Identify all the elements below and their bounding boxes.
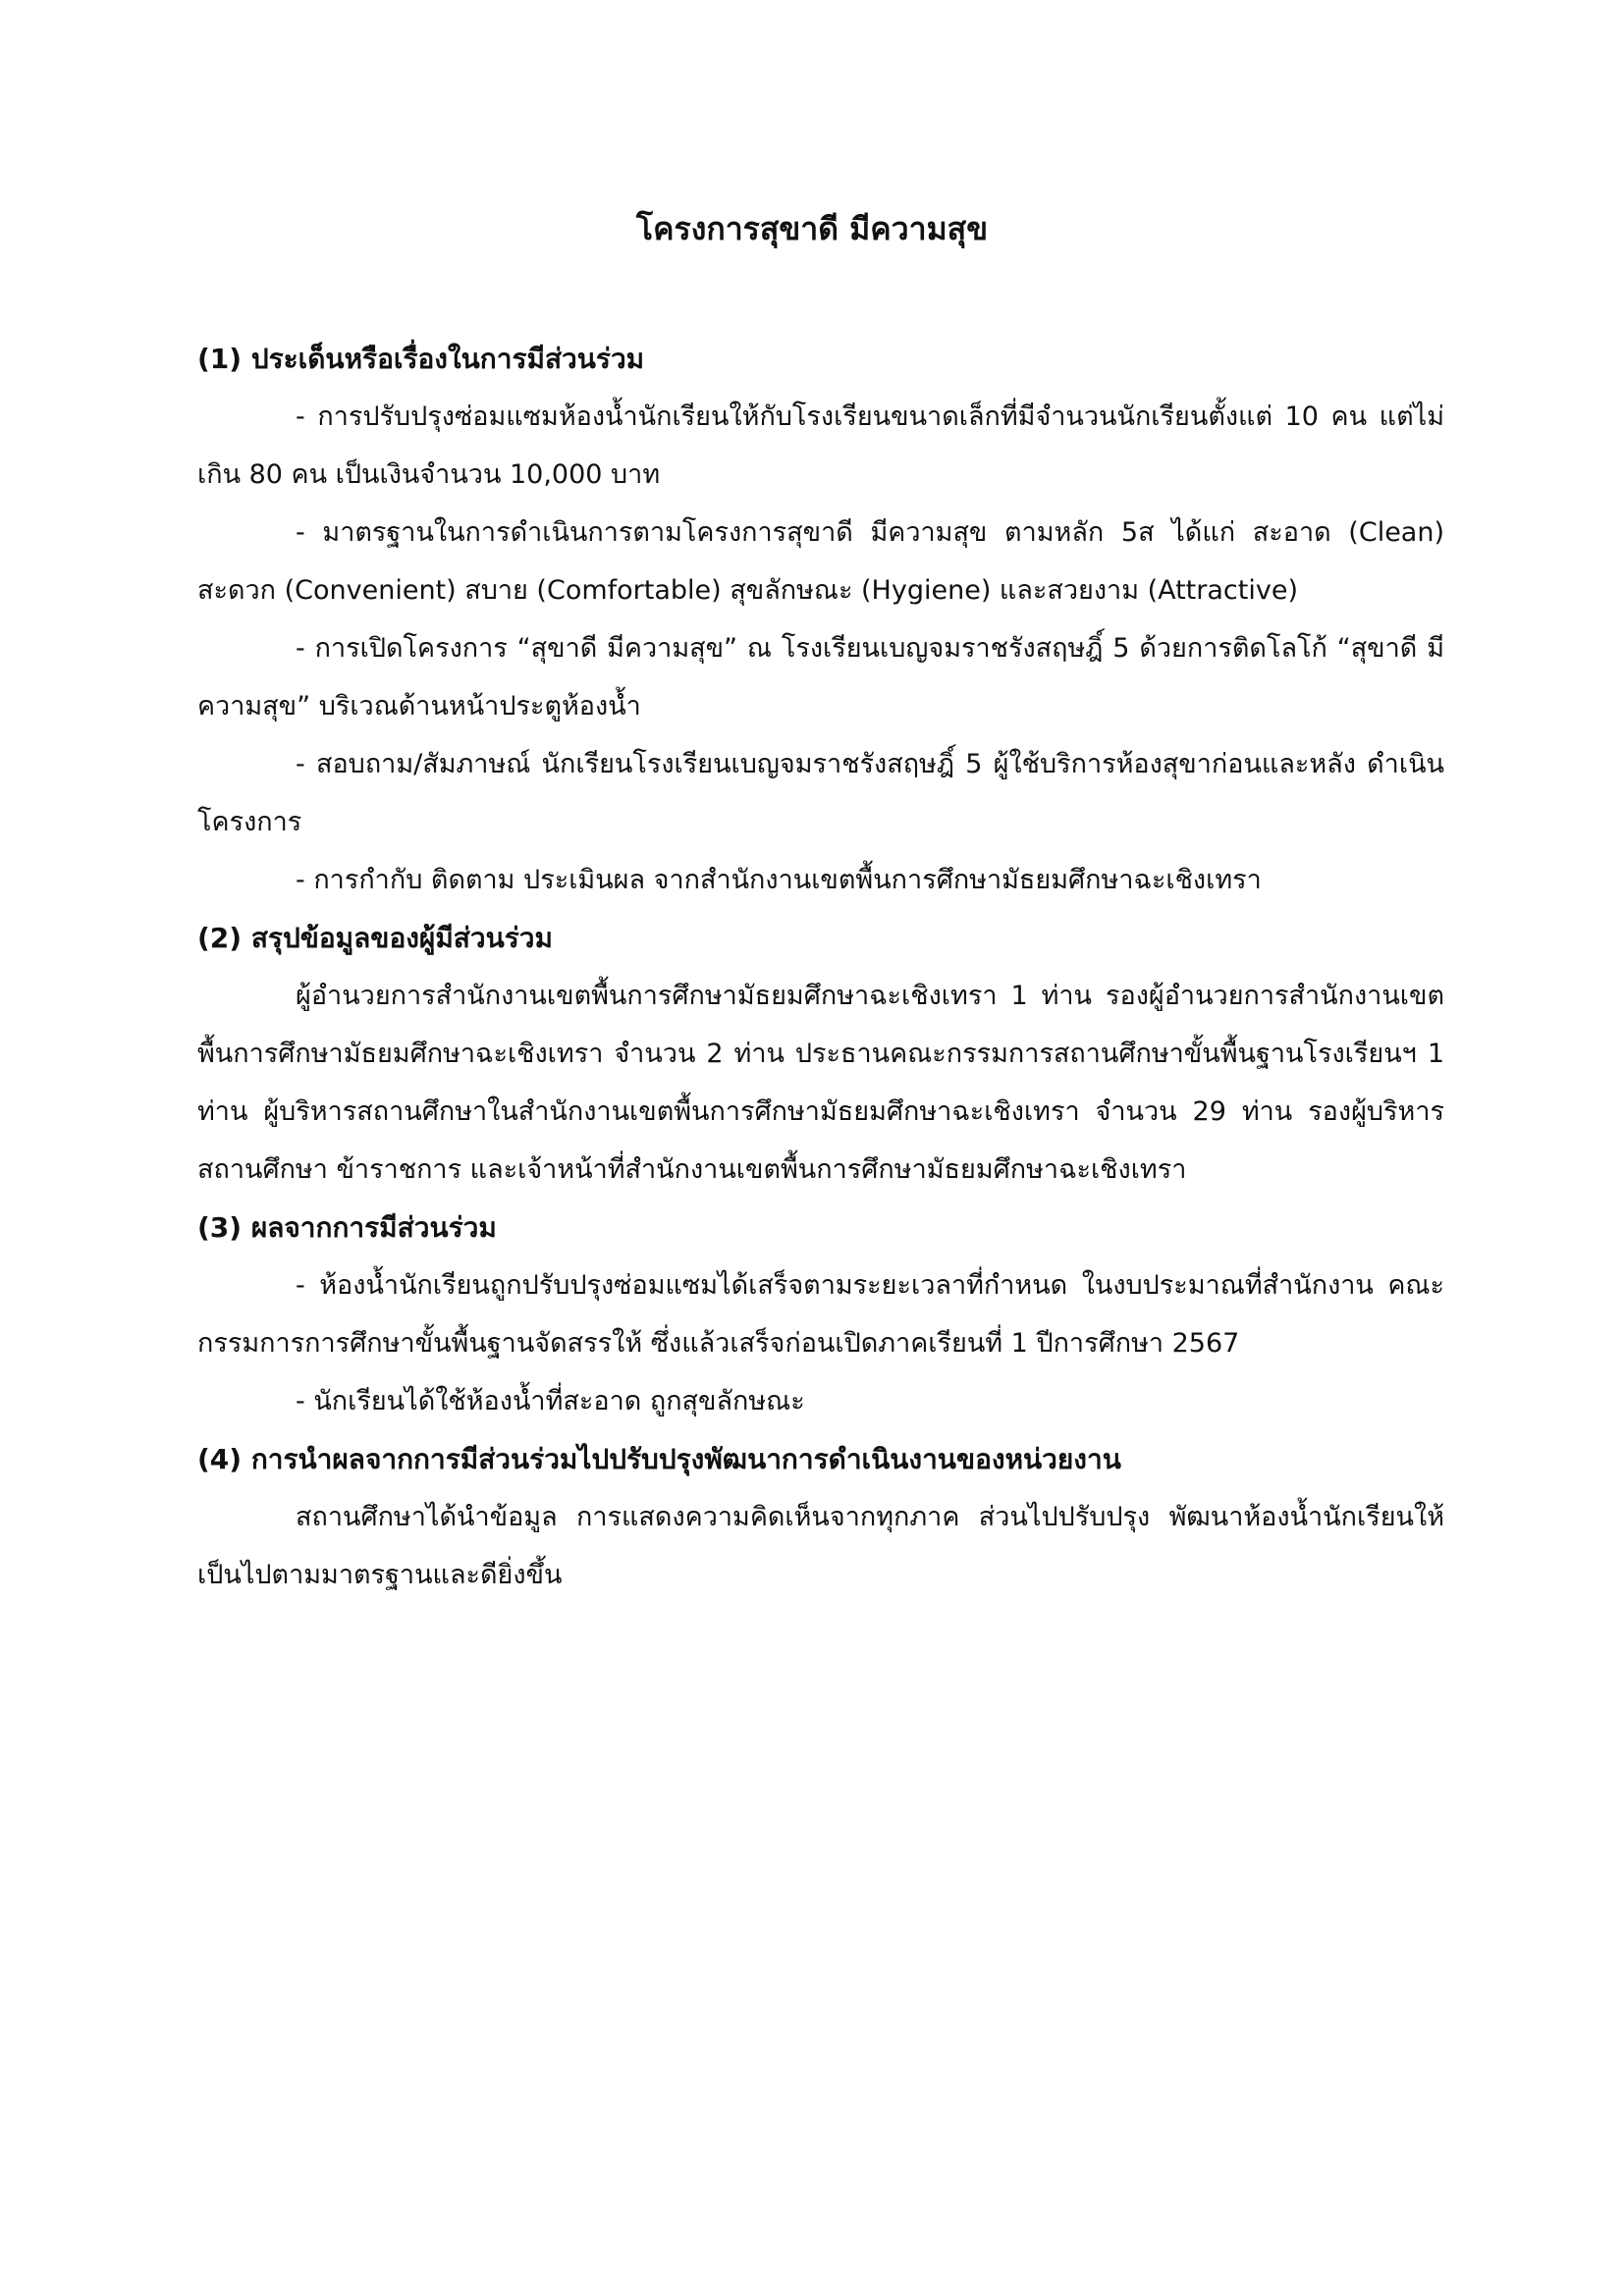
section-2-body: ผู้อำนวยการสำนักงานเขตพื้นการศึกษามัธยมศึกษาฉะเชิงเทรา 1 ท่าน รองผู้อำนวยการสำนักงานเขต พื้นการศึกษามัธยมศึกษาฉะเชิงเทรา จำนวน 2 ท่าน ประธานคณะกรรมการสถานศึกษาขั้นพื้นฐานโรงเรียนฯ 1 ท่าน ผู้บริหารสถานศึกษาในสำนักงานเขตพื้นการศึกษามัธยมศึกษาฉะเชิงเทรา จำนวน 29 ท่าน รองผู้บริหารสถานศึกษา ข้าราชการ และเจ้าหน้าที่สำนักงานเขตพื้นการศึกษามัธยมศึกษาฉะเชิงเทรา — [197, 981, 1444, 1185]
section-1-item-monitoring: - การกำกับ ติดตาม ประเมินผล จากสำนักงานเขตพื้นการศึกษามัธยมศึกษาฉะเชิงเทรา — [296, 865, 1262, 895]
document-title: โครงการสุขาดี มีความสุข — [635, 210, 989, 247]
section-3-item-clean-restrooms: - นักเรียนได้ใช้ห้องน้ำที่สะอาด ถูกสุขลักษณะ — [296, 1386, 805, 1416]
document-body — [197, 330, 1444, 1604]
section-3-heading: (3) ผลจากการมีส่วนร่วม — [197, 1211, 497, 1244]
section-4-heading: (4) การนำผลจากการมีส่วนร่วมไปปรับปรุงพัฒนาการดำเนินงานของหน่วยงาน — [197, 1443, 1121, 1475]
section-3-item-restrooms-repaired: - ห้องน้ำนักเรียนถูกปรับปรุงซ่อมแซมได้เสร็จตามระยะเวลาที่กำหนด ในงบประมาณที่สำนักงาน คณะกรรมการการศึกษาขั้นพื้นฐานจัดสรรให้ ซึ่งแล้วเสร็จก่อนเปิดภาคเรียนที่ 1 ปีการศึกษา 2567 — [197, 1270, 1444, 1359]
section-participation-issues — [197, 330, 1444, 909]
section-improvement — [197, 1430, 1444, 1604]
section-1-item-interview: - สอบถาม/สัมภาษณ์ นักเรียนโรงเรียนเบญจมราชรังสฤษฎิ์ 5 ผู้ใช้บริการห้องสุขาก่อนและหลัง ดำเนินโครงการ — [197, 749, 1444, 837]
section-1-item-repair: - การปรับปรุงซ่อมแซมห้องน้ำนักเรียนให้กับโรงเรียนขนาดเล็กที่มีจำนวนนักเรียนตั้งแต่ 10 คน แต่ไม่เกิน 80 คน เป็นเงินจำนวน 10,000 บาท — [197, 401, 1444, 490]
section-participant-summary — [197, 909, 1444, 1199]
section-1-heading: (1) ประเด็นหรือเรื่องในการมีส่วนร่วม — [197, 343, 645, 375]
section-1-item-standard: - มาตรฐานในการดำเนินการตามโครงการสุขาดี มีความสุข ตามหลัก 5ส ได้แก่ สะอาด (Clean) สะดวก (Convenient) สบาย (Comfortable) สุขลักษณะ (Hygiene) และสวยงาม (Attractive) — [197, 517, 1444, 606]
section-participation-results — [197, 1199, 1444, 1430]
section-1-item-opening: - การเปิดโครงการ “สุขาดี มีความสุข” ณ โรงเรียนเบญจมราชรังสฤษฎิ์ 5 ด้วยการติดโลโก้ “สุขาดี มีความสุข” บริเวณด้านหน้าประตูห้องน้ำ — [197, 633, 1444, 721]
section-4-body: สถานศึกษาได้นำข้อมูล การแสดงความคิดเห็นจากทุกภาค ส่วนไปปรับปรุง พัฒนาห้องน้ำนักเรียนให้ เป็นไปตามมาตรฐานและดียิ่งขึ้น — [197, 1502, 1444, 1590]
section-2-heading: (2) สรุปข้อมูลของผู้มีส่วนร่วม — [197, 922, 553, 954]
